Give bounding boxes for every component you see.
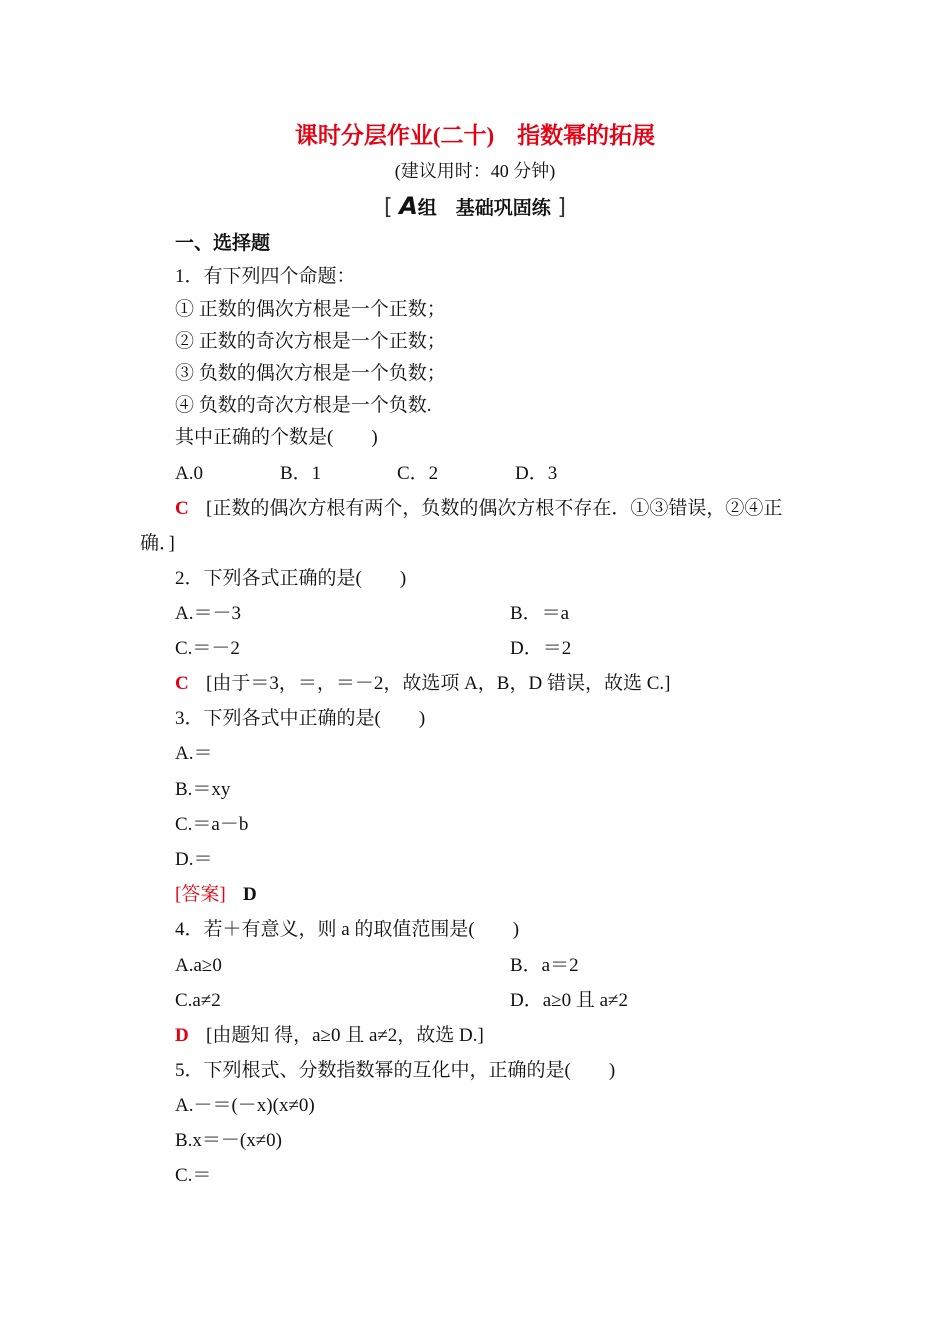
group-close-bracket: ] [557,195,567,220]
q4-answer: D [175,1025,189,1046]
q2-explanation: [由于＝3，＝，＝－2，故选项 A，B，D 错误，故选 C.] [206,673,671,694]
q1-explanation-cont: 确．] [140,533,175,554]
q2-option-c: C.＝－2 [175,638,240,659]
section-heading: 一、选择题 [175,233,271,254]
q4-explanation: [由题知 得，a≥0 且 a≠2，故选 D.] [206,1025,484,1046]
q2-option-b: B．＝a [510,603,570,624]
q3-option-a: A.＝ [175,743,213,764]
group-letter: A [399,192,418,220]
q3-option-c: C.＝a－b [175,814,249,835]
q1-item-1: ① 正数的偶次方根是一个正数； [175,299,446,320]
q1-stem: 1．有下列四个命题： [175,266,356,287]
q1-option-c: C．2 [397,463,439,484]
group-open-bracket: [ [383,195,393,220]
q4-option-a: A.a≥0 [175,955,222,976]
q4-option-b: B．a＝2 [510,955,579,976]
suggested-time: (建议用时：40 分钟) [394,161,556,181]
q4-option-d: D．a≥0 且 a≠2 [510,990,628,1011]
q5-option-c: C.＝ [175,1165,212,1186]
q1-explanation: [正数的偶次方根有两个，负数的偶次方根不存在．①③错误，②④正 [206,498,783,519]
q1-item-3: ③ 负数的偶次方根是一个负数； [175,363,446,384]
q2-option-d: D．＝2 [510,638,572,659]
q3-answer-label: [答案] [175,884,226,905]
q1-answer: C [175,498,189,519]
q3-answer: D [243,884,257,905]
q5-stem: 5．下列根式、分数指数幂的互化中，正确的是( ) [175,1060,616,1081]
q5-option-b: B.x＝－(x≠0) [175,1130,283,1151]
q1-option-a: A.0 [175,463,203,484]
q2-answer: C [175,673,189,694]
q3-option-d: D.＝ [175,849,213,870]
q2-stem: 2．下列各式正确的是( ) [175,568,407,589]
q3-option-b: B.＝xy [175,779,231,800]
q3-stem: 3．下列各式中正确的是( ) [175,708,426,729]
group-label: 组 基础巩固练 [417,197,551,219]
q1-ask: 其中正确的个数是( ) [175,427,378,448]
q1-option-d: D．3 [515,463,558,484]
q5-option-a: A.－＝(－x)(x≠0) [175,1095,315,1116]
group-heading [0,192,950,220]
q2-option-a: A.＝－3 [175,603,241,624]
q1-item-2: ② 正数的奇次方根是一个正数； [175,331,446,352]
q4-stem: 4．若＋有意义，则 a 的取值范围是( ) [175,919,520,940]
q4-option-c: C.a≠2 [175,990,221,1011]
q1-option-b: B．1 [280,463,322,484]
q1-item-4: ④ 负数的奇次方根是一个负数. [175,395,432,416]
page-title: 课时分层作业(二十) 指数幂的拓展 [294,123,656,148]
